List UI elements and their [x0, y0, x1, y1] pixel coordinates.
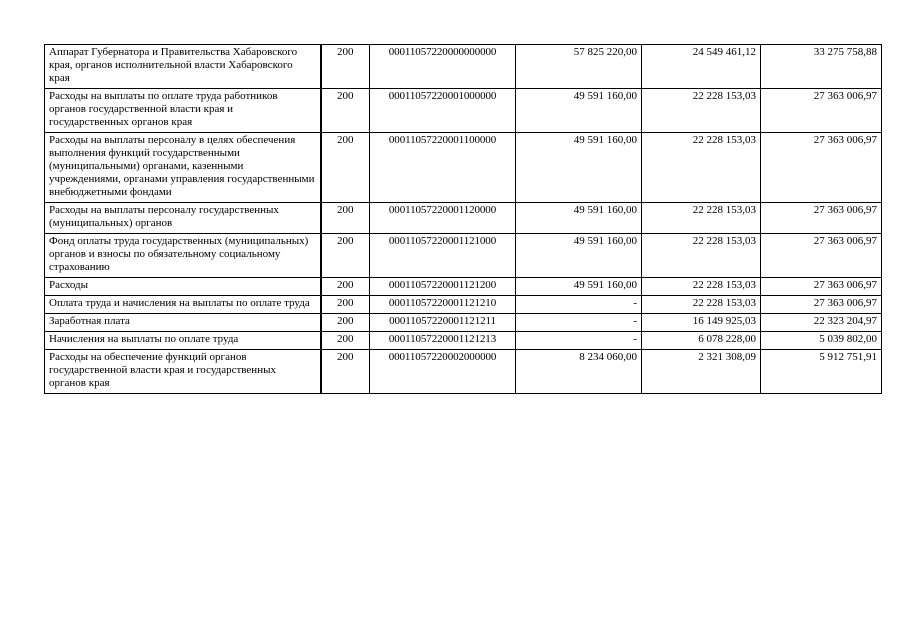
budget-classification-code-cell: 00011057220001000000: [370, 89, 516, 133]
budget-classification-code-cell: 00011057220000000000: [370, 45, 516, 89]
expense-name-cell: Начисления на выплаты по оплате труда: [45, 332, 321, 350]
executed-amount-cell: 22 228 153,03: [642, 234, 761, 278]
line-code-cell: 200: [321, 332, 370, 350]
executed-amount-cell: 2 321 308,09: [642, 350, 761, 394]
approved-budget-cell: 57 825 220,00: [516, 45, 642, 89]
approved-budget-cell: 8 234 060,00: [516, 350, 642, 394]
expense-name-cell: Заработная плата: [45, 314, 321, 332]
table-row: [45, 350, 882, 394]
unexecuted-amount-cell: 27 363 006,97: [761, 234, 882, 278]
expense-name-cell: Аппарат Губернатора и Правительства Хабаровского края, органов исполнительной власти Хабаровского края: [45, 45, 321, 89]
line-code-cell: 200: [321, 45, 370, 89]
line-code-cell: 200: [321, 314, 370, 332]
unexecuted-amount-cell: 27 363 006,97: [761, 203, 882, 234]
line-code-cell: 200: [321, 234, 370, 278]
line-code-cell: 200: [321, 89, 370, 133]
budget-classification-code-cell: 00011057220002000000: [370, 350, 516, 394]
line-code-cell: 200: [321, 203, 370, 234]
unexecuted-amount-cell: 27 363 006,97: [761, 133, 882, 203]
table-row: [45, 278, 882, 296]
approved-budget-cell: -: [516, 332, 642, 350]
executed-amount-cell: 22 228 153,03: [642, 296, 761, 314]
budget-classification-code-cell: 00011057220001121000: [370, 234, 516, 278]
expense-name-cell: Расходы на выплаты персоналу в целях обеспечения выполнения функций государственными (муниципальными) органами, казенными учреждениями, органами управления государственными внебюджетными фондами: [45, 133, 321, 203]
table-row: [45, 203, 882, 234]
approved-budget-cell: 49 591 160,00: [516, 203, 642, 234]
budget-classification-code-cell: 00011057220001121213: [370, 332, 516, 350]
unexecuted-amount-cell: 5 039 802,00: [761, 332, 882, 350]
budget-classification-code-cell: 00011057220001121200: [370, 278, 516, 296]
executed-amount-cell: 22 228 153,03: [642, 203, 761, 234]
table-row: [45, 296, 882, 314]
executed-amount-cell: 22 228 153,03: [642, 278, 761, 296]
budget-execution-table: [44, 44, 882, 394]
line-code-cell: 200: [321, 350, 370, 394]
budget-classification-code-cell: 00011057220001120000: [370, 203, 516, 234]
table-row: [45, 45, 882, 89]
budget-classification-code-cell: 00011057220001100000: [370, 133, 516, 203]
approved-budget-cell: -: [516, 314, 642, 332]
budget-classification-code-cell: 00011057220001121211: [370, 314, 516, 332]
line-code-cell: 200: [321, 133, 370, 203]
table-row: [45, 332, 882, 350]
unexecuted-amount-cell: 33 275 758,88: [761, 45, 882, 89]
expense-name-cell: Оплата труда и начисления на выплаты по оплате труда: [45, 296, 321, 314]
line-code-cell: 200: [321, 278, 370, 296]
executed-amount-cell: 16 149 925,03: [642, 314, 761, 332]
budget-classification-code-cell: 00011057220001121210: [370, 296, 516, 314]
unexecuted-amount-cell: 22 323 204,97: [761, 314, 882, 332]
expense-name-cell: Расходы на обеспечение функций органов государственной власти края и государственных органов края: [45, 350, 321, 394]
approved-budget-cell: 49 591 160,00: [516, 278, 642, 296]
table-body: [45, 45, 882, 394]
approved-budget-cell: -: [516, 296, 642, 314]
executed-amount-cell: 22 228 153,03: [642, 89, 761, 133]
executed-amount-cell: 24 549 461,12: [642, 45, 761, 89]
executed-amount-cell: 6 078 228,00: [642, 332, 761, 350]
expense-name-cell: Фонд оплаты труда государственных (муниципальных) органов и взносы по обязательному социальному страхованию: [45, 234, 321, 278]
approved-budget-cell: 49 591 160,00: [516, 89, 642, 133]
unexecuted-amount-cell: 27 363 006,97: [761, 278, 882, 296]
line-code-cell: 200: [321, 296, 370, 314]
approved-budget-cell: 49 591 160,00: [516, 234, 642, 278]
executed-amount-cell: 22 228 153,03: [642, 133, 761, 203]
unexecuted-amount-cell: 27 363 006,97: [761, 296, 882, 314]
unexecuted-amount-cell: 27 363 006,97: [761, 89, 882, 133]
table-row: [45, 89, 882, 133]
table-row: [45, 234, 882, 278]
expense-name-cell: Расходы: [45, 278, 321, 296]
expense-name-cell: Расходы на выплаты персоналу государственных (муниципальных) органов: [45, 203, 321, 234]
unexecuted-amount-cell: 5 912 751,91: [761, 350, 882, 394]
approved-budget-cell: 49 591 160,00: [516, 133, 642, 203]
table-row: [45, 314, 882, 332]
table-row: [45, 133, 882, 203]
expense-name-cell: Расходы на выплаты по оплате труда работников органов государственной власти края и государственных органов края: [45, 89, 321, 133]
